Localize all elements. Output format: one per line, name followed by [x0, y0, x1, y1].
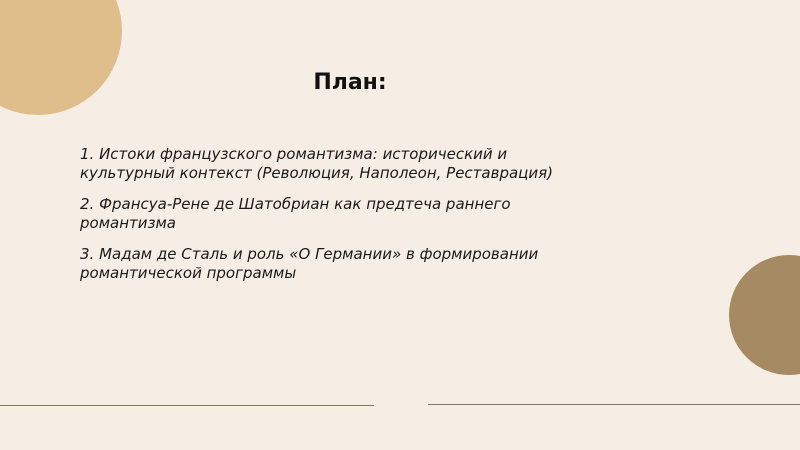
divider-line-right [428, 404, 800, 405]
decorative-circle-right [729, 255, 800, 375]
plan-item: 2. Франсуа-Рене де Шатобриан как предтеча раннего романтизма [80, 195, 511, 232]
divider-line-left [0, 405, 374, 406]
plan-item: 1. Истоки французского романтизма: исторический и культурный контекст (Революция, Наполеон, Реставрация) [80, 145, 553, 182]
plan-item: 3. Мадам де Сталь и роль «О Германии» в формировании романтической программы [80, 245, 539, 282]
slide-title: План: [313, 70, 387, 95]
plan-list [80, 145, 600, 295]
